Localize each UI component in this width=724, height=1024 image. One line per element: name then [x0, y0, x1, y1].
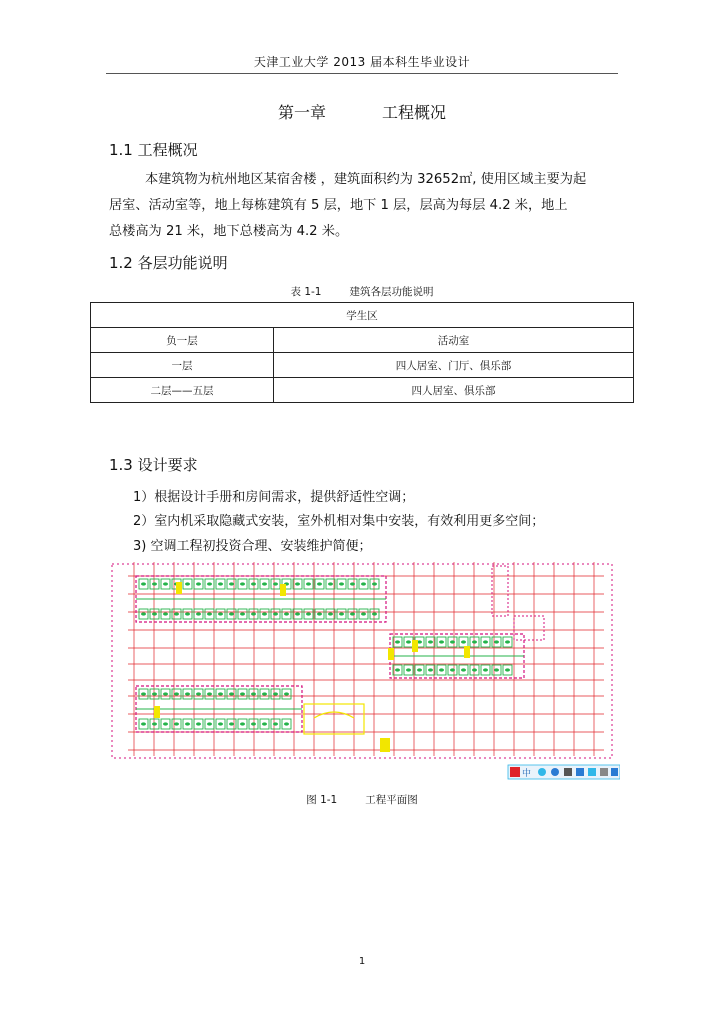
- table-caption: [0, 284, 724, 299]
- room-unit: [218, 722, 223, 725]
- room-unit: [196, 722, 201, 725]
- room-unit: [505, 640, 510, 643]
- room-unit: [361, 612, 366, 615]
- table-caption-number: 表 1-1: [290, 286, 322, 298]
- stair-marker: [412, 640, 418, 652]
- room-unit: [163, 692, 168, 695]
- room-unit: [196, 612, 201, 615]
- room-unit: [251, 612, 256, 615]
- room-unit: [372, 612, 377, 615]
- table-caption-title: 建筑各层功能说明: [349, 286, 434, 298]
- room-unit: [439, 668, 444, 671]
- room-unit: [273, 722, 278, 725]
- table-header-cell: 学生区: [91, 303, 634, 328]
- room-unit: [406, 640, 411, 643]
- room-unit: [295, 612, 300, 615]
- room-unit: [251, 582, 256, 585]
- overview-line-1: 本建筑物为杭州地区某宿舍楼 ，建筑面积约为 32652㎡, 使用区域主要为起: [145, 172, 587, 187]
- chapter-number: 第一章: [277, 103, 326, 122]
- page-number: 1: [358, 956, 366, 967]
- room-unit: [185, 692, 190, 695]
- room-unit: [428, 668, 433, 671]
- room-unit: [229, 692, 234, 695]
- plan-toolbar: [508, 765, 620, 779]
- table-cell-function: 四人居室、俱乐部: [274, 378, 634, 403]
- room-unit: [428, 640, 433, 643]
- room-unit: [229, 582, 234, 585]
- stair-marker: [154, 706, 160, 718]
- room-unit: [152, 722, 157, 725]
- room-unit: [262, 722, 267, 725]
- room-unit: [361, 582, 366, 585]
- room-unit: [284, 692, 289, 695]
- room-unit: [406, 668, 411, 671]
- room-unit: [295, 582, 300, 585]
- room-unit: [450, 668, 455, 671]
- requirement-item-2: 2）室内机采取隐藏式安装，室外机相对集中安装，有效利用更多空间；: [133, 514, 545, 529]
- room-unit: [240, 612, 245, 615]
- room-unit: [472, 640, 477, 643]
- room-unit: [163, 722, 168, 725]
- room-unit: [439, 640, 444, 643]
- room-unit: [483, 640, 488, 643]
- room-unit: [472, 668, 477, 671]
- room-unit: [306, 582, 311, 585]
- room-unit: [207, 612, 212, 615]
- room-unit: [163, 582, 168, 585]
- room-unit: [207, 582, 212, 585]
- room-unit: [262, 612, 267, 615]
- room-unit: [240, 722, 245, 725]
- room-unit: [494, 668, 499, 671]
- table-row: [91, 353, 634, 378]
- room-unit: [450, 640, 455, 643]
- room-unit: [185, 722, 190, 725]
- room-unit: [251, 722, 256, 725]
- table-cell-function: 活动室: [274, 328, 634, 353]
- page-header: 天津工业大学 2013 届本科生毕业设计: [253, 55, 471, 69]
- room-unit: [339, 582, 344, 585]
- figure-caption: [0, 792, 724, 807]
- figure-caption-title: 工程平面图: [365, 794, 418, 806]
- room-unit: [328, 582, 333, 585]
- stair-marker: [280, 584, 286, 596]
- room-unit: [174, 722, 179, 725]
- room-unit: [505, 668, 510, 671]
- floor-function-table: [90, 302, 634, 403]
- stair-marker: [388, 648, 394, 660]
- room-unit: [207, 722, 212, 725]
- room-unit: [141, 612, 146, 615]
- room-unit: [350, 612, 355, 615]
- room-unit: [494, 640, 499, 643]
- table-row: [91, 328, 634, 353]
- room-unit: [196, 582, 201, 585]
- room-unit: [174, 612, 179, 615]
- room-unit: [328, 612, 333, 615]
- room-unit: [262, 692, 267, 695]
- table-header-row: [91, 303, 634, 328]
- room-unit: [141, 582, 146, 585]
- overview-paragraph: [109, 167, 615, 245]
- room-unit: [417, 668, 422, 671]
- room-unit: [483, 668, 488, 671]
- room-unit: [229, 612, 234, 615]
- room-unit: [251, 692, 256, 695]
- table-row: [91, 378, 634, 403]
- room-unit: [218, 612, 223, 615]
- table-cell-floor: 一层: [91, 353, 274, 378]
- section-heading-1-3: 1.3 设计要求: [109, 456, 198, 474]
- room-unit: [218, 582, 223, 585]
- room-unit: [317, 612, 322, 615]
- header-rule: [106, 73, 618, 74]
- toolbar-label: 中: [522, 769, 532, 779]
- room-unit: [339, 612, 344, 615]
- room-unit: [141, 692, 146, 695]
- room-unit: [174, 692, 179, 695]
- room-unit: [240, 692, 245, 695]
- room-unit: [284, 722, 289, 725]
- room-unit: [273, 612, 278, 615]
- room-unit: [461, 668, 466, 671]
- room-unit: [229, 722, 234, 725]
- requirement-item-3: 3) 空调工程初投资合理、安装维护简便；: [133, 539, 372, 554]
- table-cell-floor: 二层——五层: [91, 378, 274, 403]
- floor-plan-drawing: [104, 556, 620, 782]
- overview-line-3: 总楼高为 21 米，地下总楼高为 4.2 米。: [109, 224, 349, 239]
- room-unit: [461, 640, 466, 643]
- room-unit: [273, 692, 278, 695]
- room-unit: [218, 692, 223, 695]
- room-unit: [185, 612, 190, 615]
- room-unit: [163, 612, 168, 615]
- room-unit: [395, 668, 400, 671]
- room-unit: [262, 582, 267, 585]
- stair-marker: [176, 582, 182, 594]
- room-unit: [152, 692, 157, 695]
- table-cell-floor: 负一层: [91, 328, 274, 353]
- requirement-item-1: 1）根据设计手册和房间需求，提供舒适性空调；: [133, 490, 415, 505]
- room-unit: [141, 722, 146, 725]
- room-unit: [152, 612, 157, 615]
- section-heading-1-1: 1.1 工程概况: [109, 141, 198, 159]
- room-unit: [196, 692, 201, 695]
- stair-marker: [380, 738, 390, 752]
- stair-marker: [464, 646, 470, 658]
- room-unit: [273, 582, 278, 585]
- room-unit: [372, 582, 377, 585]
- room-unit: [317, 582, 322, 585]
- block-south: [136, 686, 302, 732]
- room-unit: [185, 582, 190, 585]
- chapter-name: 工程概况: [382, 103, 447, 122]
- room-unit: [284, 612, 289, 615]
- room-unit: [350, 582, 355, 585]
- floor-plan-figure: [104, 556, 620, 782]
- figure-caption-number: 图 1-1: [306, 794, 338, 806]
- table-cell-function: 四人居室、门厅、俱乐部: [274, 353, 634, 378]
- section-heading-1-2: 1.2 各层功能说明: [109, 254, 228, 272]
- room-unit: [152, 582, 157, 585]
- chapter-title: [0, 100, 724, 123]
- room-unit: [306, 612, 311, 615]
- overview-line-2: 居室、活动室等，地上每栋建筑有 5 层，地下 1 层，层高为每层 4.2 米，地上: [109, 198, 568, 213]
- room-unit: [395, 640, 400, 643]
- room-unit: [240, 582, 245, 585]
- room-unit: [207, 692, 212, 695]
